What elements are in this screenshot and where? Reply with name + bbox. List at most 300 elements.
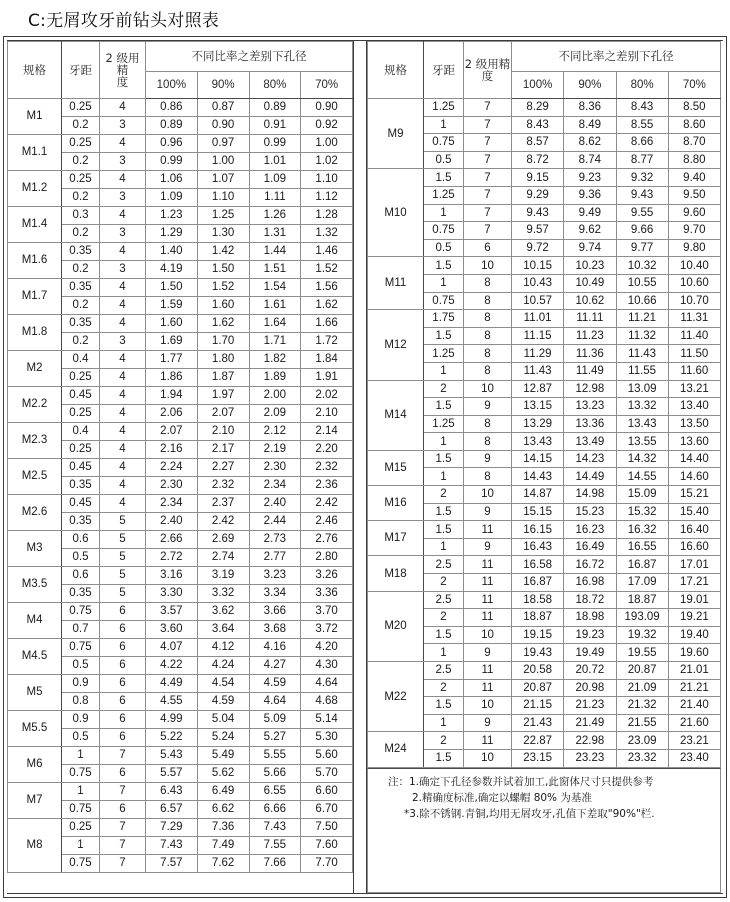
cell-value-80: 0.89 [249,99,301,117]
cell-spec: M3 [8,531,62,567]
table-gutter [354,41,366,893]
cell-pitch: 1.5 [424,749,464,767]
cell-spec: M2.2 [8,387,62,423]
cell-grade: 9 [464,644,512,662]
cell-value-70: 19.40 [668,626,720,644]
cell-value-70: 5.60 [301,747,353,765]
cell-grade: 11 [464,662,512,680]
cell-value-70: 19.60 [668,644,720,662]
cell-value-80: 14.55 [616,468,668,486]
cell-grade: 9 [464,503,512,521]
cell-grade: 7 [464,204,512,222]
table-row [8,423,353,441]
cell-grade: 10 [464,749,512,767]
cell-value-90: 9.36 [564,186,616,204]
cell-value-80: 5.09 [249,711,301,729]
table-row [8,387,353,405]
cell-value-100: 20.58 [512,662,564,680]
cell-value-90: 1.07 [197,171,249,189]
cell-grade: 4 [100,459,146,477]
cell-grade: 8 [464,274,512,292]
cell-value-90: 18.98 [564,609,616,627]
cell-value-100: 4.22 [146,657,198,675]
cell-grade: 6 [100,657,146,675]
cell-grade: 9 [464,538,512,556]
cell-pitch: 1 [424,468,464,486]
header-row-top [8,42,353,72]
table-frame-inner [7,40,723,894]
cell-value-100: 4.19 [146,261,198,279]
cell-value-80: 0.99 [249,135,301,153]
cell-spec: M6 [8,747,62,783]
cell-value-90: 14.98 [564,486,616,504]
cell-value-90: 1.00 [197,153,249,171]
cell-grade: 7 [464,134,512,152]
left-table-body [8,99,353,873]
cell-pitch: 1 [424,644,464,662]
cell-value-100: 22.87 [512,732,564,750]
cell-grade: 5 [100,585,146,603]
cell-pitch: 1.5 [424,626,464,644]
table-row [8,639,353,657]
cell-value-90: 1.62 [197,315,249,333]
cell-grade: 7 [464,151,512,169]
cell-spec: M4 [8,603,62,639]
cell-grade: 11 [464,609,512,627]
cell-spec: M15 [368,450,424,485]
cell-value-100: 5.43 [146,747,198,765]
cell-value-80: 5.55 [249,747,301,765]
cell-value-70: 1.32 [301,225,353,243]
cell-value-100: 15.15 [512,503,564,521]
cell-pitch: 1.5 [424,521,464,539]
table-row [8,171,353,189]
cell-pitch: 0.25 [62,405,100,423]
cell-grade: 5 [100,567,146,585]
cell-value-70: 15.40 [668,503,720,521]
cell-pitch: 0.4 [62,351,100,369]
cell-grade: 10 [464,380,512,398]
cell-value-80: 8.77 [616,151,668,169]
cell-value-80: 2.77 [249,549,301,567]
cell-grade: 9 [464,398,512,416]
cell-value-80: 9.55 [616,204,668,222]
cell-spec: M12 [368,310,424,380]
cell-value-100: 0.99 [146,153,198,171]
cell-pitch: 1.5 [424,398,464,416]
cell-pitch: 0.9 [62,675,100,693]
cell-grade: 6 [100,711,146,729]
cell-value-70: 2.32 [301,459,353,477]
cell-value-70: 1.62 [301,297,353,315]
cell-value-80: 8.43 [616,99,668,117]
cell-value-80: 4.59 [249,675,301,693]
cell-value-70: 2.02 [301,387,353,405]
left-table [7,41,353,873]
cell-value-70: 21.40 [668,697,720,715]
cell-pitch: 1 [62,837,100,855]
cell-pitch: 0.35 [62,279,100,297]
cell-value-100: 1.69 [146,333,198,351]
cell-value-80: 1.89 [249,369,301,387]
cell-grade: 10 [464,626,512,644]
cell-value-90: 9.49 [564,204,616,222]
cell-value-100: 1.59 [146,297,198,315]
cell-spec: M17 [368,521,424,556]
cell-value-100: 23.15 [512,749,564,767]
cell-grade: 6 [100,675,146,693]
cell-value-90: 12.98 [564,380,616,398]
cell-value-100: 11.43 [512,362,564,380]
cell-value-100: 13.29 [512,415,564,433]
cell-value-90: 5.49 [197,747,249,765]
cell-spec: M3.5 [8,567,62,603]
cell-value-90: 0.87 [197,99,249,117]
table-row [8,819,353,837]
cell-spec: M2 [8,351,62,387]
cell-value-100: 3.60 [146,621,198,639]
table-row [368,380,721,398]
cell-value-70: 9.60 [668,204,720,222]
cell-value-80: 10.66 [616,292,668,310]
cell-pitch: 0.35 [62,585,100,603]
right-table-panel [366,41,721,893]
left-table-panel [7,41,354,893]
cell-value-70: 7.50 [301,819,353,837]
cell-pitch: 0.75 [62,639,100,657]
cell-grade: 10 [464,486,512,504]
cell-grade: 6 [100,603,146,621]
cell-value-70: 10.70 [668,292,720,310]
cell-value-70: 6.60 [301,783,353,801]
table-row [8,495,353,513]
cell-grade: 7 [464,116,512,134]
cell-value-70: 8.70 [668,134,720,152]
cell-value-70: 5.14 [301,711,353,729]
cell-value-100: 6.43 [146,783,198,801]
cell-pitch: 0.75 [424,292,464,310]
cell-pitch: 1 [424,362,464,380]
cell-value-100: 11.01 [512,310,564,328]
cell-value-80: 11.32 [616,327,668,345]
cell-pitch: 0.5 [424,239,464,257]
cell-value-90: 15.23 [564,503,616,521]
cell-value-80: 4.27 [249,657,301,675]
table-row [8,747,353,765]
cell-value-70: 11.31 [668,310,720,328]
cell-value-90: 1.60 [197,297,249,315]
cell-value-90: 14.49 [564,468,616,486]
cell-pitch: 0.2 [62,225,100,243]
cell-value-100: 2.66 [146,531,198,549]
cell-value-90: 11.36 [564,345,616,363]
cell-pitch: 1.25 [424,415,464,433]
cell-value-100: 14.15 [512,450,564,468]
cell-value-80: 5.66 [249,765,301,783]
cell-value-100: 9.29 [512,186,564,204]
cell-value-100: 9.57 [512,222,564,240]
cell-grade: 7 [100,819,146,837]
cell-value-70: 4.64 [301,675,353,693]
cell-value-70: 0.92 [301,117,353,135]
cell-value-80: 13.55 [616,433,668,451]
cell-value-80: 3.34 [249,585,301,603]
cell-value-90: 4.59 [197,693,249,711]
cell-spec: M1.4 [8,207,62,243]
cell-value-90: 21.23 [564,697,616,715]
header-grade-right-line2: 度 [481,69,494,83]
header-spec-right: 规格 [368,42,424,99]
cell-value-70: 3.36 [301,585,353,603]
cell-spec: M22 [368,662,424,732]
cell-value-100: 8.29 [512,99,564,117]
cell-value-90: 6.62 [197,801,249,819]
header-pct-80-right: 80% [616,72,668,99]
cell-pitch: 0.2 [62,261,100,279]
cell-value-100: 4.55 [146,693,198,711]
cell-value-90: 2.42 [197,513,249,531]
cell-pitch: 1 [62,747,100,765]
cell-value-100: 16.43 [512,538,564,556]
cell-value-100: 3.30 [146,585,198,603]
table-row [8,207,353,225]
cell-value-100: 19.15 [512,626,564,644]
cell-value-80: 2.00 [249,387,301,405]
cell-value-70: 7.70 [301,855,353,873]
cell-value-100: 7.43 [146,837,198,855]
cell-value-80: 1.26 [249,207,301,225]
cell-value-80: 2.19 [249,441,301,459]
cell-value-80: 3.66 [249,603,301,621]
cell-value-100: 1.77 [146,351,198,369]
note-line-1: 注：1.确定下孔径参数并试着加工,此窗体尺寸只提供参考 [388,775,654,788]
cell-value-90: 20.98 [564,679,616,697]
header-grade-line1: 2 级用精 [105,50,140,77]
cell-value-100: 12.87 [512,380,564,398]
cell-grade: 9 [464,450,512,468]
cell-value-70: 21.60 [668,714,720,732]
cell-pitch: 1.5 [424,257,464,275]
cell-grade: 6 [100,729,146,747]
cell-pitch: 0.35 [62,315,100,333]
cell-value-80: 1.61 [249,297,301,315]
cell-value-90: 16.49 [564,538,616,556]
cell-grade: 4 [100,315,146,333]
cell-value-100: 10.57 [512,292,564,310]
notes-block [367,768,721,893]
cell-value-80: 1.31 [249,225,301,243]
cell-grade: 11 [464,732,512,750]
cell-value-90: 14.23 [564,450,616,468]
cell-value-80: 18.87 [616,591,668,609]
cell-value-90: 20.72 [564,662,616,680]
cell-grade: 4 [100,279,146,297]
cell-value-80: 3.23 [249,567,301,585]
cell-value-70: 1.12 [301,189,353,207]
cell-value-70: 1.56 [301,279,353,297]
cell-pitch: 0.75 [424,222,464,240]
table-row [8,603,353,621]
cell-value-100: 0.89 [146,117,198,135]
cell-value-70: 1.72 [301,333,353,351]
table-row [368,257,721,275]
cell-value-100: 3.57 [146,603,198,621]
cell-pitch: 1 [424,714,464,732]
cell-value-100: 21.15 [512,697,564,715]
cell-grade: 11 [464,521,512,539]
cell-value-80: 13.32 [616,398,668,416]
cell-pitch: 0.25 [62,441,100,459]
cell-spec: M2.5 [8,459,62,495]
cell-value-90: 3.64 [197,621,249,639]
cell-value-80: 1.64 [249,315,301,333]
cell-value-80: 8.66 [616,134,668,152]
cell-value-70: 13.40 [668,398,720,416]
cell-value-70: 3.70 [301,603,353,621]
cell-value-80: 1.11 [249,189,301,207]
cell-spec: M2.6 [8,495,62,531]
cell-value-70: 10.60 [668,274,720,292]
cell-value-80: 1.71 [249,333,301,351]
cell-value-70: 21.21 [668,679,720,697]
cell-value-70: 1.00 [301,135,353,153]
cell-value-100: 19.43 [512,644,564,662]
cell-grade: 5 [100,513,146,531]
table-row [368,732,721,750]
cell-pitch: 1.25 [424,345,464,363]
table-row [8,567,353,585]
cell-value-70: 2.20 [301,441,353,459]
cell-value-90: 2.32 [197,477,249,495]
cell-pitch: 0.25 [62,369,100,387]
cell-grade: 4 [100,351,146,369]
cell-pitch: 0.45 [62,387,100,405]
cell-value-100: 14.87 [512,486,564,504]
cell-pitch: 2 [424,486,464,504]
cell-value-90: 11.23 [564,327,616,345]
cell-value-100: 0.86 [146,99,198,117]
cell-value-90: 4.54 [197,675,249,693]
cell-value-80: 6.66 [249,801,301,819]
cell-value-80: 16.87 [616,556,668,574]
cell-value-100: 20.87 [512,679,564,697]
cell-value-90: 16.98 [564,574,616,592]
cell-value-100: 2.40 [146,513,198,531]
cell-grade: 7 [100,837,146,855]
cell-value-100: 0.96 [146,135,198,153]
cell-value-80: 21.32 [616,697,668,715]
cell-value-70: 15.21 [668,486,720,504]
cell-value-100: 1.09 [146,189,198,207]
cell-value-90: 2.07 [197,405,249,423]
cell-value-70: 2.36 [301,477,353,495]
cell-grade: 7 [464,99,512,117]
cell-value-100: 1.60 [146,315,198,333]
cell-pitch: 1 [424,538,464,556]
table-row [8,99,353,117]
cell-value-90: 8.36 [564,99,616,117]
cell-value-70: 17.21 [668,574,720,592]
cell-pitch: 1.5 [424,169,464,187]
cell-value-70: 16.40 [668,521,720,539]
cell-pitch: 0.5 [62,657,100,675]
cell-value-80: 21.55 [616,714,668,732]
cell-value-80: 2.34 [249,477,301,495]
cell-value-70: 13.50 [668,415,720,433]
cell-value-80: 2.09 [249,405,301,423]
cell-spec: M8 [8,819,62,873]
table-row [8,711,353,729]
cell-value-80: 21.09 [616,679,668,697]
cell-value-100: 4.49 [146,675,198,693]
cell-value-90: 2.69 [197,531,249,549]
cell-value-80: 5.27 [249,729,301,747]
cell-grade: 4 [100,423,146,441]
cell-spec: M1.6 [8,243,62,279]
cell-pitch: 0.9 [62,711,100,729]
cell-value-90: 19.23 [564,626,616,644]
cell-value-80: 7.43 [249,819,301,837]
table-row [368,450,721,468]
cell-spec: M2.3 [8,423,62,459]
cell-pitch: 0.25 [62,135,100,153]
cell-value-100: 16.58 [512,556,564,574]
cell-pitch: 0.6 [62,567,100,585]
cell-value-90: 4.12 [197,639,249,657]
cell-spec: M20 [368,591,424,661]
cell-value-70: 4.30 [301,657,353,675]
cell-value-100: 3.16 [146,567,198,585]
header-pct-100-right: 100% [512,72,564,99]
cell-value-100: 1.50 [146,279,198,297]
cell-grade: 7 [464,222,512,240]
cell-pitch: 1.25 [424,99,464,117]
cell-value-70: 8.80 [668,151,720,169]
cell-value-70: 9.40 [668,169,720,187]
table-row [368,169,721,187]
cell-grade: 8 [464,292,512,310]
cell-value-90: 1.52 [197,279,249,297]
cell-grade: 4 [100,405,146,423]
table-row [8,279,353,297]
cell-value-70: 9.80 [668,239,720,257]
cell-pitch: 0.75 [62,855,100,873]
right-table [367,41,721,768]
cell-value-70: 2.14 [301,423,353,441]
cell-value-70: 3.26 [301,567,353,585]
header-pct-80: 80% [249,72,301,99]
cell-value-80: 7.55 [249,837,301,855]
cell-spec: M11 [368,257,424,310]
cell-value-90: 7.36 [197,819,249,837]
cell-value-70: 17.01 [668,556,720,574]
cell-grade: 4 [100,477,146,495]
cell-value-70: 4.68 [301,693,353,711]
table-outer-frame [3,36,727,898]
left-table-head [8,42,353,99]
cell-value-100: 8.57 [512,134,564,152]
cell-value-80: 7.66 [249,855,301,873]
header-grade-line2: 度 [116,75,129,90]
cell-value-100: 2.34 [146,495,198,513]
cell-grade: 5 [100,549,146,567]
cell-value-80: 19.55 [616,644,668,662]
cell-value-100: 13.43 [512,433,564,451]
cell-value-70: 21.01 [668,662,720,680]
cell-spec: M1.1 [8,135,62,171]
table-row [368,556,721,574]
cell-value-100: 1.40 [146,243,198,261]
